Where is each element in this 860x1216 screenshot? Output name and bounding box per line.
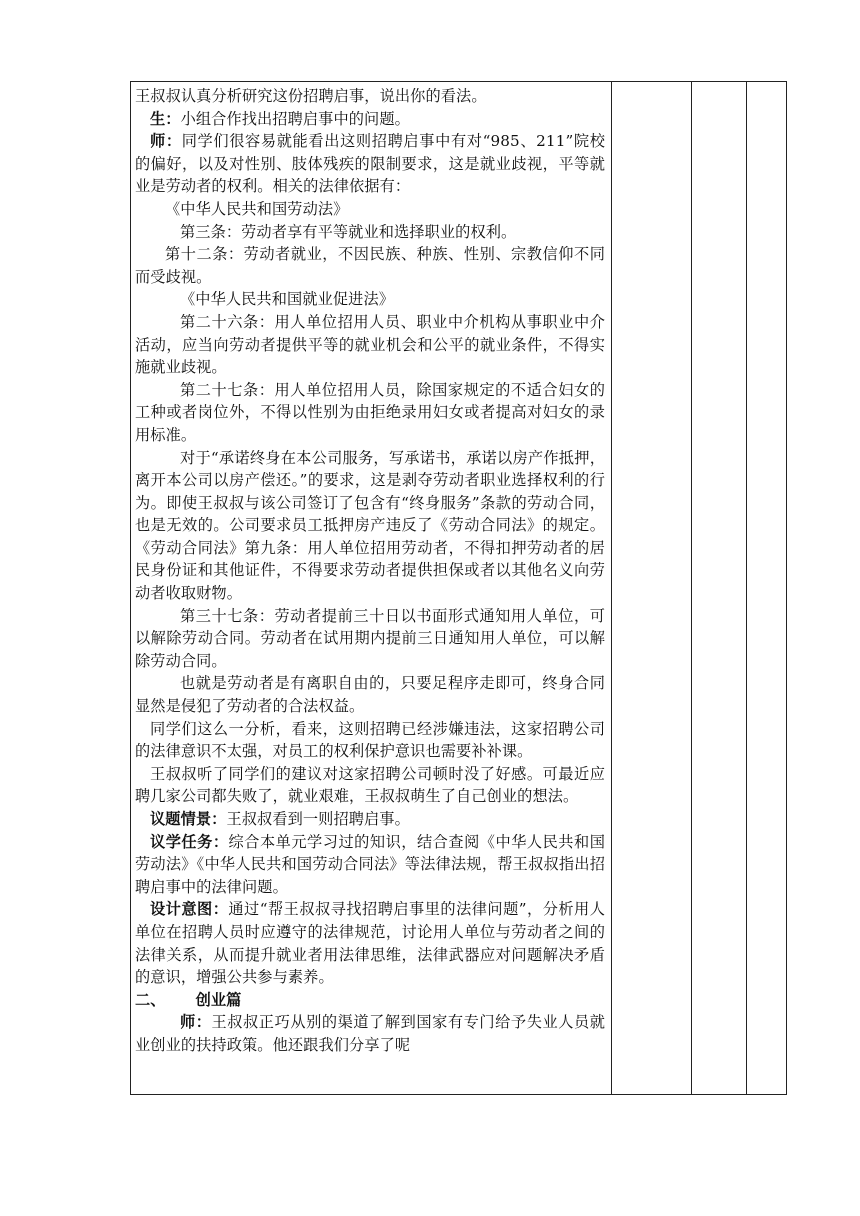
section-heading: 二、 创业篇 — [135, 990, 242, 1009]
paragraph: 第十二条：劳动者就业，不因民族、种族、性别、宗教信仰不同而受歧视。 — [135, 245, 605, 286]
content-cell — [135, 85, 605, 1057]
lesson-table — [130, 81, 787, 1095]
paragraph: 也就是劳动者是有离职自由的，只要足程序走即可，终身合同显然是侵犯了劳动者的合法权益。 — [135, 674, 605, 716]
paragraph: 议学任务：综合本单元学习过的知识，结合查阅《中华人民共和国劳动法》《中华人民共和国劳动合同法》等法律法规，帮王叔叔指出招聘启事中的法律问题。 — [135, 832, 606, 896]
paragraph: 王叔叔认真分析研究这份招聘启事，说出你的看法。 — [135, 87, 487, 105]
paragraph: 生：小组合作找出招聘启事中的问题。 — [150, 109, 410, 128]
paragraph: 设计意图：通过“帮王叔叔寻找招聘启事里的法律问题”，分析用人单位在招聘人员时应遵守的法律规范，讨论用人单位与劳动者之间的法律关系，从而提升就业者用法律思维，法律武器应对问题解决矛盾的意识，增强公共参与素养。 — [135, 900, 606, 987]
paragraph: 师：王叔叔正巧从别的渠道了解到国家有专门给予失业人员就业创业的扶持政策。他还跟我们分享了呢 — [135, 1013, 606, 1054]
paragraph: 第二十六条：用人单位招用人员、职业中介机构从事职业中介活动，应当向劳动者提供平等的就业机会和公平的就业条件，不得实施就业歧视。 — [135, 312, 605, 377]
paragraph: 王叔叔听了同学们的建议对这家招聘公司顿时没了好感。可最近应聘几家公司都失败了，就业艰难，王叔叔萌生了自己创业的想法。 — [135, 764, 605, 806]
column-divider — [746, 82, 747, 1094]
paragraph: 对于“承诺终身在本公司服务，写承诺书，承诺以房产作抵押，离开本公司以房产偿还。”的要求，这是剥夺劳动者职业选择权利的行为。即使王叔叔与该公司签订了包含有“终身服务”条款的劳动合同，也是无效的。公司要求员工抵押房产违反了《劳动合同法》的规定。《劳动合同法》第九条：用人单位招用劳动者，不得扣押劳动者的居民身份证和其他证件，不得要求劳动者提供担保或者以其他名义向劳动者收取财物。 — [135, 448, 605, 603]
paragraph: 《中华人民共和国劳动法》 — [165, 199, 349, 218]
column-divider — [611, 82, 612, 1094]
paragraph: 第三十七条：劳动者提前三十日以书面形式通知用人单位，可以解除劳动合同。劳动者在试用期内提前三日通知用人单位，可以解除劳动合同。 — [135, 606, 605, 670]
paragraph: 《中华人民共和国就业促进法》 — [180, 290, 395, 309]
column-divider — [691, 82, 692, 1094]
paragraph: 第三条：劳动者享有平等就业和选择职业的权利。 — [180, 222, 517, 241]
paragraph: 师：同学们很容易就能看出这则招聘启事中有对“985、211”院校的偏好，以及对性别、肢体残疾的限制要求，这是就业歧视，平等就业是劳动者的权利。相关的法律依据有： — [135, 132, 605, 196]
paragraph: 议题情景：王叔叔看到一则招聘启事。 — [150, 810, 410, 828]
paragraph: 同学们这么一分析，看来，这则招聘已经涉嫌违法，这家招聘公司的法律意识不太强，对员工的权利保护意识也需要补补课。 — [135, 719, 605, 761]
paragraph: 第二十七条：用人单位招用人员，除国家规定的不适合妇女的工种或者岗位外，不得以性别为由拒绝录用妇女或者提高对妇女的录用标准。 — [135, 380, 605, 444]
